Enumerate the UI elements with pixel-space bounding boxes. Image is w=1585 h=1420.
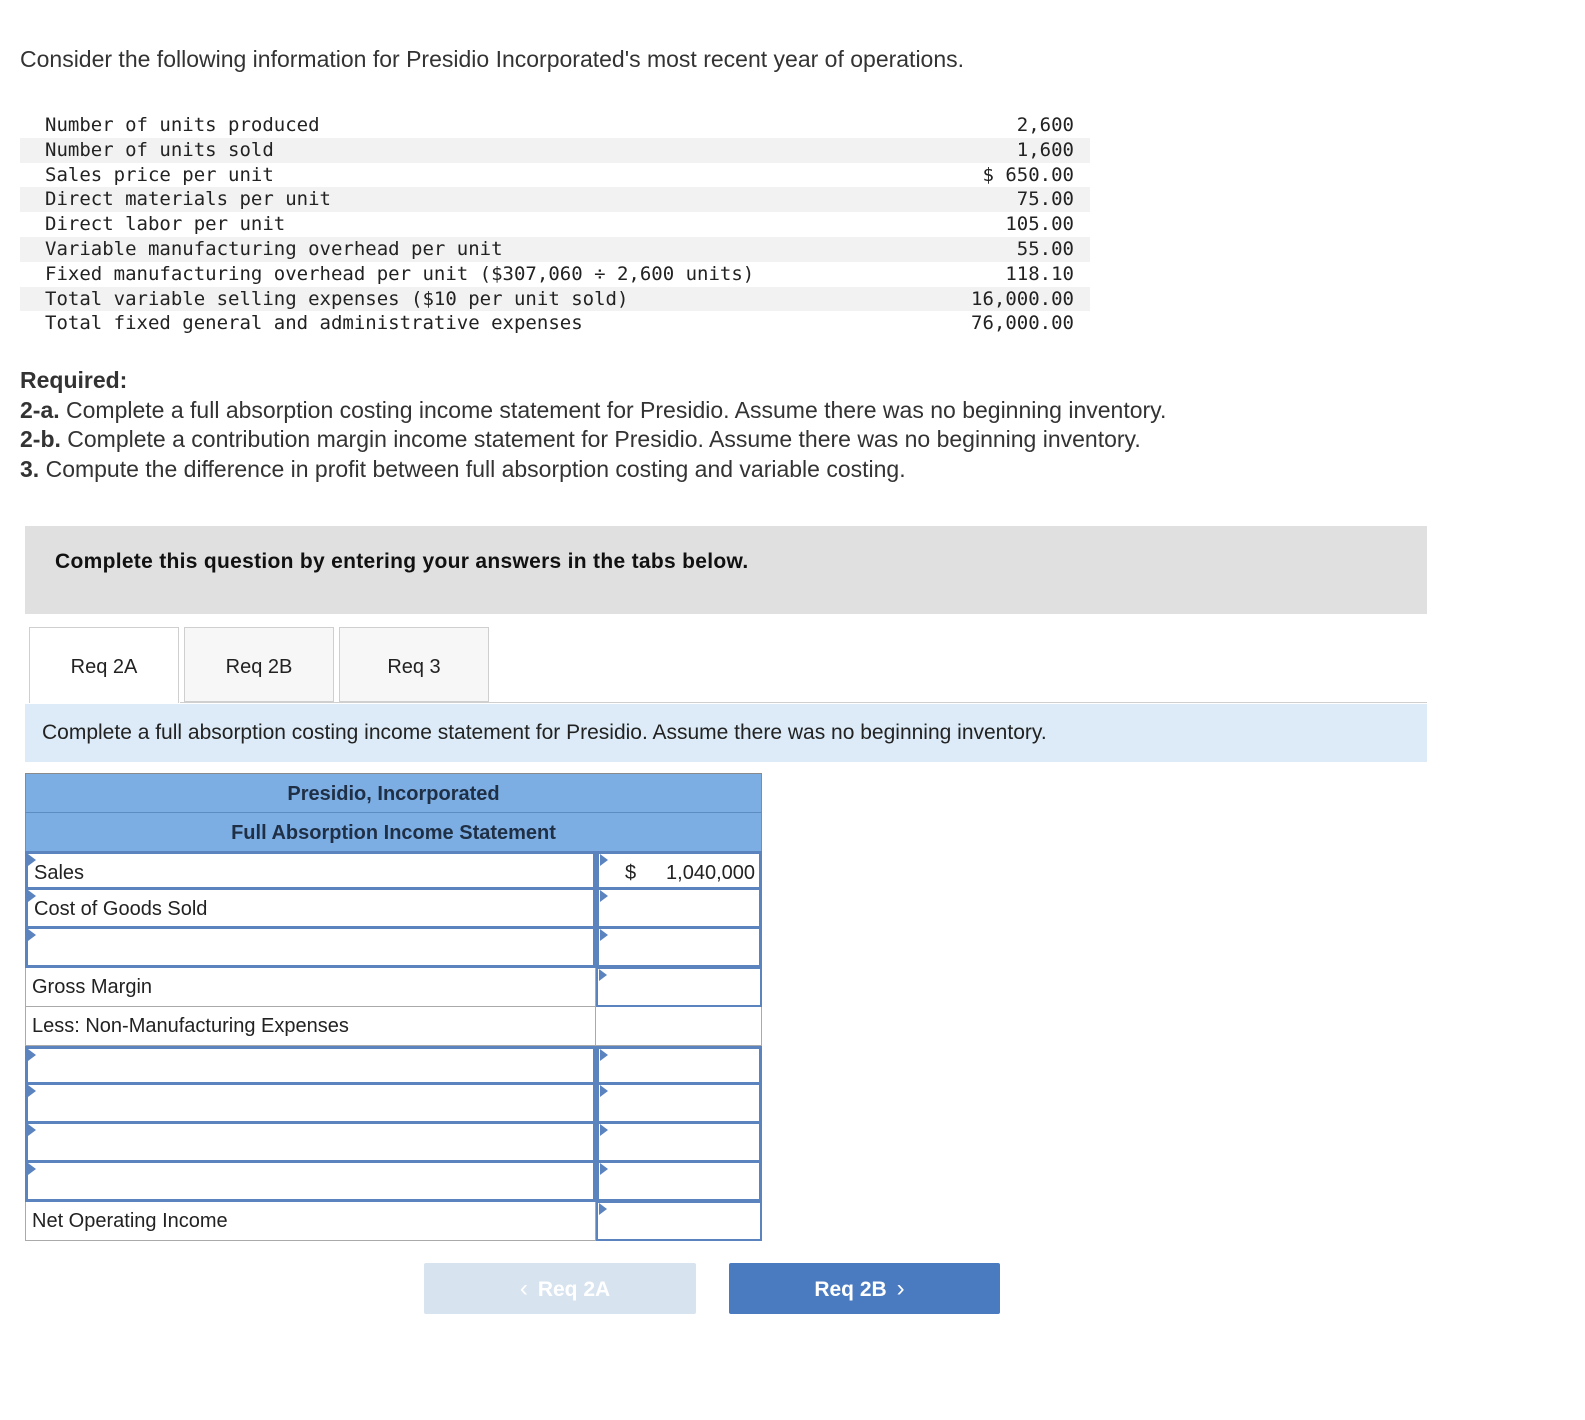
tab-divider (180, 702, 1427, 703)
input-marker-icon (600, 1124, 608, 1136)
expense-row (25, 1085, 762, 1124)
required-item-number: 3. (20, 455, 40, 482)
required-item-number: 2-b. (20, 426, 61, 453)
dropdown-marker-icon (28, 854, 36, 866)
required-item (20, 425, 1166, 455)
expense-row (25, 1163, 762, 1202)
expense-amount-input[interactable] (596, 1163, 762, 1202)
blank-label-input[interactable] (25, 929, 596, 968)
input-marker-icon (600, 1085, 608, 1097)
info-value: $ 650.00 (982, 163, 1074, 186)
info-row (20, 113, 1090, 138)
info-label: Direct labor per unit (45, 213, 286, 236)
currency-symbol: $ (625, 862, 637, 884)
input-marker-icon (600, 1049, 608, 1061)
net-operating-income-label: Net Operating Income (25, 1202, 596, 1241)
dropdown-marker-icon (28, 1163, 36, 1175)
info-row (20, 138, 1090, 163)
info-row (20, 287, 1090, 312)
income-statement (25, 773, 762, 1241)
required-heading: Required: (20, 367, 128, 393)
gross-margin-row (25, 968, 762, 1007)
expense-label-input[interactable] (25, 1085, 596, 1124)
dropdown-marker-icon (28, 890, 36, 902)
info-value: 55.00 (941, 237, 1090, 262)
instructions-banner (25, 526, 1427, 614)
info-row (20, 163, 1090, 188)
input-marker-icon (600, 854, 608, 866)
sales-amount: 1,040,000 (666, 862, 755, 884)
tab-req-2b[interactable]: Req 2B (184, 627, 334, 702)
info-value: 16,000.00 (941, 287, 1090, 312)
expense-amount-input[interactable] (596, 1124, 762, 1163)
expense-label-input[interactable] (25, 1124, 596, 1163)
required-item (20, 455, 1166, 485)
info-row (20, 262, 1090, 287)
info-value: 75.00 (941, 187, 1090, 212)
sales-label: Sales (34, 862, 85, 884)
expense-label-input[interactable] (25, 1046, 596, 1085)
chevron-left-icon: ‹ (519, 1275, 528, 1302)
statement-company: Presidio, Incorporated (25, 773, 762, 812)
expense-row (25, 1046, 762, 1085)
cogs-row (25, 890, 762, 929)
info-row (20, 187, 1090, 212)
next-req-label: Req 2B (814, 1278, 887, 1301)
info-table (20, 113, 1090, 336)
required-section (20, 366, 1166, 484)
sales-row (25, 851, 762, 890)
required-item-text: Complete a contribution margin income statement for Presidio. Assume there was no beginning inventory. (60, 426, 1141, 453)
required-item-text: Complete a full absorption costing income statement for Presidio. Assume there was no beginning inventory. (59, 396, 1167, 423)
tab-instruction (25, 704, 1427, 762)
intro-text: Consider the following information for Presidio Incorporated's most recent year of operations. (20, 46, 965, 72)
expense-amount-input[interactable] (596, 1046, 762, 1085)
info-value: 76,000.00 (971, 312, 1074, 335)
net-operating-income-row (25, 1202, 762, 1241)
next-req-button[interactable] (729, 1263, 1000, 1314)
dropdown-marker-icon (28, 1049, 36, 1061)
info-label: Variable manufacturing overhead per unit (20, 237, 941, 262)
gross-margin-label: Gross Margin (25, 968, 596, 1007)
cogs-label: Cost of Goods Sold (34, 898, 208, 920)
required-item-text: Compute the difference in profit between full absorption costing and variable costing. (39, 455, 906, 482)
banner-text: Complete this question by entering your answers in the tabs below. (55, 550, 749, 573)
cogs-label-cell[interactable] (25, 890, 596, 929)
input-marker-icon (600, 890, 608, 902)
info-row (20, 237, 1090, 262)
prev-req-label: Req 2A (537, 1278, 611, 1301)
nonmfg-header-row (25, 1007, 762, 1046)
info-row (20, 212, 1090, 237)
info-row (20, 311, 1090, 336)
dropdown-marker-icon (28, 1085, 36, 1097)
dropdown-marker-icon (28, 1124, 36, 1136)
tab-req-2a[interactable]: Req 2A (29, 627, 179, 703)
expense-row (25, 1124, 762, 1163)
info-label: Total variable selling expenses ($10 per unit sold) (20, 287, 941, 312)
input-marker-icon (599, 969, 607, 981)
cogs-amount-input[interactable] (596, 890, 762, 929)
info-value: 1,600 (941, 138, 1090, 163)
nonmfg-label: Less: Non-Manufacturing Expenses (25, 1007, 596, 1046)
info-label: Sales price per unit (45, 163, 274, 186)
expense-amount-input[interactable] (596, 1085, 762, 1124)
input-marker-icon (600, 929, 608, 941)
info-value: 118.10 (1005, 262, 1074, 285)
info-label: Number of units sold (20, 138, 941, 163)
blank-row (25, 929, 762, 968)
sales-amount-input[interactable] (596, 851, 762, 890)
tab-req-3[interactable]: Req 3 (339, 627, 489, 702)
info-label: Direct materials per unit (20, 187, 941, 212)
chevron-right-icon: › (896, 1275, 905, 1302)
input-marker-icon (600, 1163, 608, 1175)
dropdown-marker-icon (28, 929, 36, 941)
required-item (20, 396, 1166, 426)
statement-title: Full Absorption Income Statement (25, 812, 762, 851)
nonmfg-amount-cell (596, 1007, 762, 1046)
info-label: Fixed manufacturing overhead per unit ($307,060 ÷ 2,600 units) (45, 262, 755, 285)
gross-margin-input[interactable] (596, 968, 762, 1007)
info-label: Total fixed general and administrative expenses (45, 312, 583, 335)
info-label: Number of units produced (45, 114, 320, 136)
sales-label-cell[interactable] (25, 851, 596, 890)
net-operating-income-input[interactable] (596, 1202, 762, 1241)
required-item-number: 2-a. (20, 396, 60, 423)
input-marker-icon (599, 1203, 607, 1215)
blank-amount-input[interactable] (596, 929, 762, 968)
expense-label-input[interactable] (25, 1163, 596, 1202)
info-value: 2,600 (1016, 114, 1074, 136)
tab-instruction-text: Complete a full absorption costing income statement for Presidio. Assume there was no beginning inventory. (42, 721, 1047, 744)
prev-req-button[interactable] (424, 1263, 696, 1314)
info-value: 105.00 (1005, 213, 1074, 236)
